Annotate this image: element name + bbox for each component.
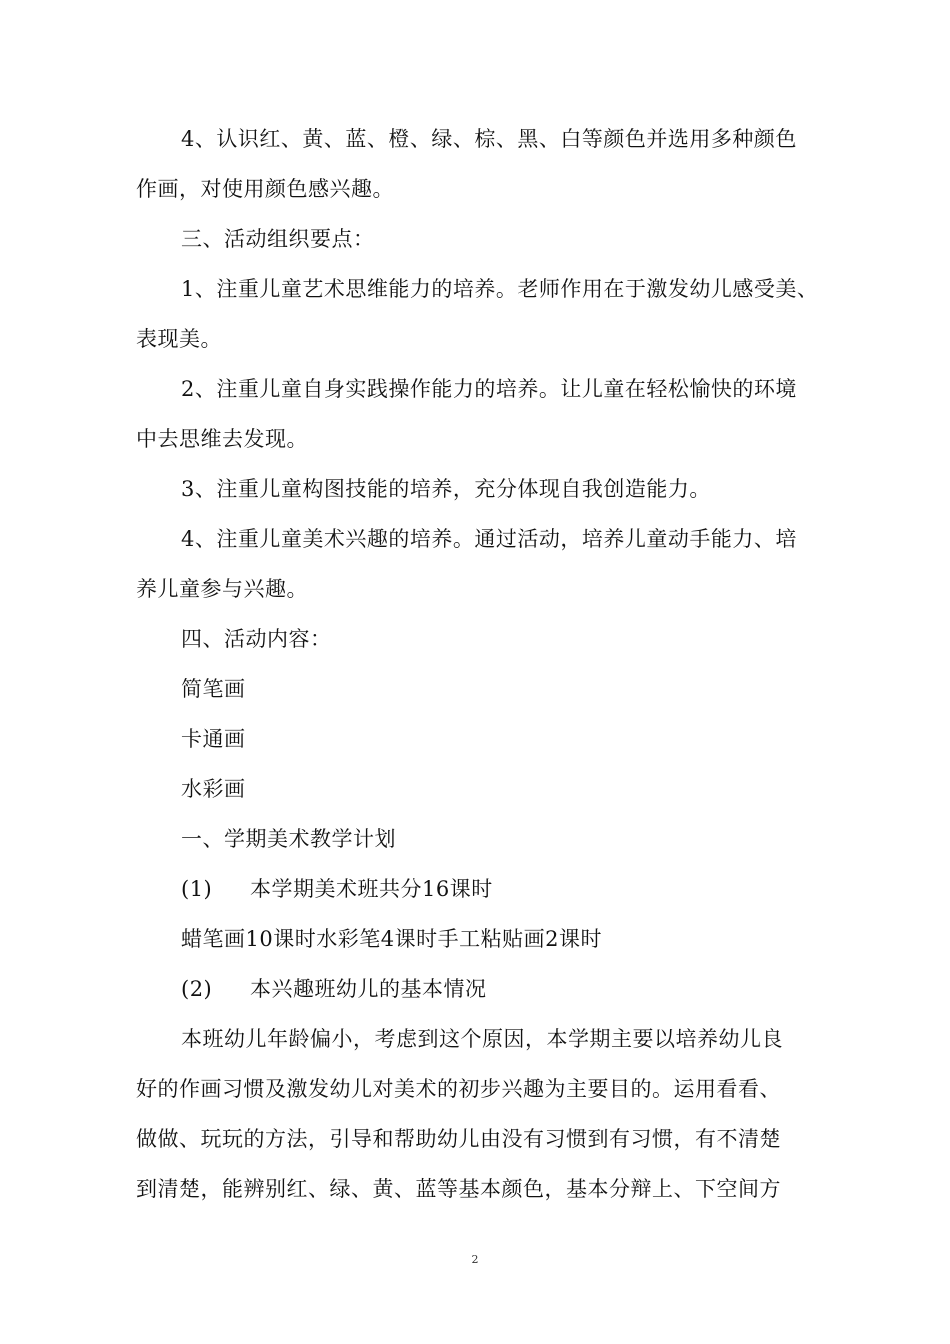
paragraph-line: 好的作画习惯及激发幼儿对美术的初步兴趣为主要目的。运用看看、 — [136, 1077, 781, 1101]
paragraph-line: 2、注重儿童自身实践操作能力的培养。让儿童在轻松愉快的环境 — [181, 377, 797, 401]
paragraph-line: 养儿童参与兴趣。 — [136, 577, 308, 601]
list-number: (1) — [181, 877, 213, 901]
list-number: (2) — [181, 977, 213, 1001]
paragraph-line: 到清楚，能辨别红、绿、黄、蓝等基本颜色，基本分辩上、下空间方 — [136, 1177, 781, 1201]
paragraph-line: 作画，对使用颜色感兴趣。 — [136, 177, 394, 201]
list-item: 简笔画 — [181, 677, 246, 701]
paragraph-line: 做做、玩玩的方法，引导和帮助幼儿由没有习惯到有习惯，有不清楚 — [136, 1127, 781, 1151]
page-number: 2 — [471, 1253, 479, 1266]
paragraph-line: 4、认识红、黄、蓝、橙、绿、棕、黑、白等颜色并选用多种颜色 — [181, 127, 797, 151]
list-item: 本兴趣班幼儿的基本情况 — [250, 977, 487, 1001]
paragraph-line: 1、注重儿童艺术思维能力的培养。老师作用在于激发幼儿感受美、 — [181, 277, 819, 301]
list-item: 卡通画 — [181, 727, 246, 751]
paragraph-line: 4、注重儿童美术兴趣的培养。通过活动，培养儿童动手能力、培 — [181, 527, 797, 551]
paragraph-line: 3、注重儿童构图技能的培养，充分体现自我创造能力。 — [181, 477, 711, 501]
list-item: 本学期美术班共分16课时 — [250, 877, 493, 901]
section-heading: 三、活动组织要点： — [181, 227, 375, 251]
section-heading: 四、活动内容： — [181, 627, 332, 651]
paragraph-line: 蜡笔画10课时水彩笔4课时手工粘贴画2课时 — [181, 927, 602, 951]
paragraph-line: 表现美。 — [136, 327, 222, 351]
paragraph-line: 本班幼儿年龄偏小，考虑到这个原因，本学期主要以培养幼儿良 — [181, 1027, 783, 1051]
paragraph-line: 中去思维去发现。 — [136, 427, 308, 451]
list-item: 水彩画 — [181, 777, 246, 801]
section-heading: 一、学期美术教学计划 — [181, 827, 396, 851]
